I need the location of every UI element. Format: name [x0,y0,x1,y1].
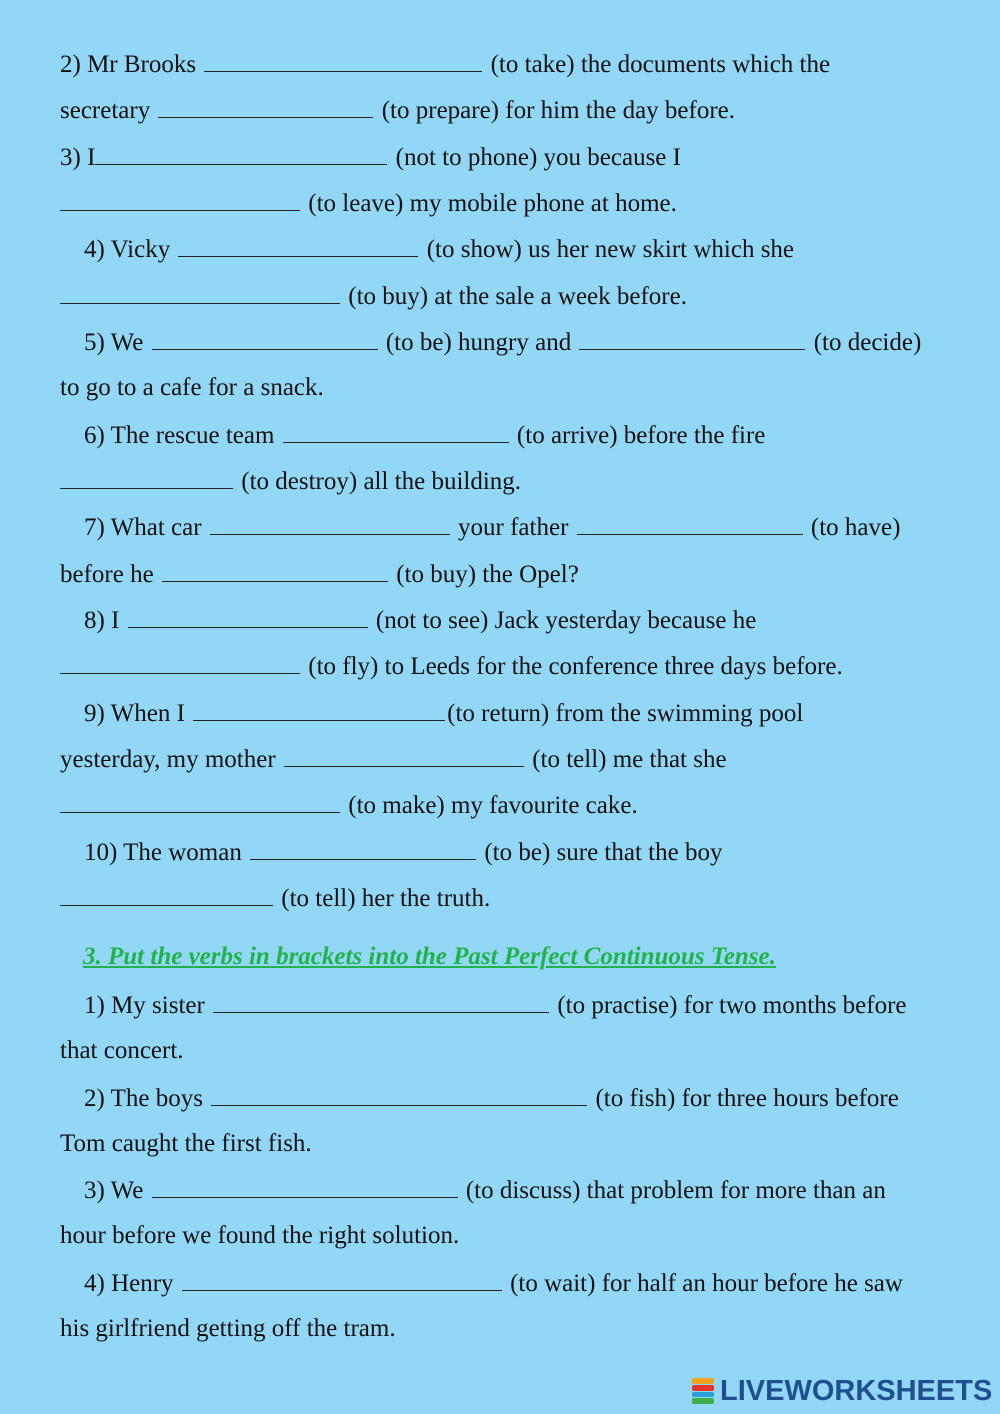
sentence-text: (to destroy) all the building. [241,468,522,495]
sentence-text: 3) We [84,1177,144,1204]
sentence-text: (to leave) my mobile phone at home. [308,190,677,217]
ex2-item-6-line-1 [84,420,765,451]
answer-blank[interactable] [128,605,368,628]
ex2-item-7-line-1 [84,512,900,543]
sentence-text: 6) The rescue team [84,422,275,449]
answer-blank[interactable] [162,559,388,582]
sentence-text: hour before we found the right solution. [60,1222,460,1249]
ex3-item-3-line-2 [60,1221,459,1251]
answer-blank[interactable] [579,327,805,350]
ex2-item-6-line-2 [60,466,521,497]
ex2-item-4-line-2 [60,281,687,312]
sentence-text: 3) I [60,144,96,171]
ex3-item-2-line-2 [60,1129,312,1159]
sentence-text: (to arrive) before the fire [516,422,766,449]
ex2-item-3-line-2 [60,188,677,219]
answer-blank[interactable] [211,1083,587,1106]
answer-blank[interactable] [60,790,340,813]
answer-blank[interactable] [60,466,233,489]
ex2-item-9-line-2 [60,744,727,775]
ex2-item-5-line-1 [84,327,921,358]
sentence-text: yesterday, my mother [60,746,276,773]
ex2-item-7-line-2 [60,559,579,590]
sentence-text: before he [60,561,154,588]
sentence-text: (to buy) at the sale a week before. [348,283,687,310]
sentence-text: his girlfriend getting off the tram. [60,1315,396,1342]
answer-blank[interactable] [95,142,387,165]
sentence-text: (to have) [810,514,901,541]
sentence-text: (to buy) the Opel? [396,561,579,588]
answer-blank[interactable] [577,512,803,535]
ex2-item-10-line-2 [60,883,490,914]
answer-blank[interactable] [152,327,378,350]
sentence-text: (to be) hungry and [385,329,572,356]
sentence-text: (to fish) for three hours before [595,1085,899,1112]
sentence-text: (to show) us her new skirt which she [426,236,795,263]
answer-blank[interactable] [178,234,418,257]
sentence-text: 4) Vicky [84,236,171,263]
ex2-item-8-line-2 [60,651,843,682]
sentence-text: secretary [60,97,151,124]
sentence-text: (to take) the documents which the [490,51,831,78]
ex2-item-2-line-1 [60,49,830,80]
answer-blank[interactable] [158,95,373,118]
sentence-text: (to decide) [813,329,922,356]
sentence-text: (to make) my favourite cake. [348,792,638,819]
sentence-text: 2) Mr Brooks [60,51,197,78]
ex3-item-4-line-1 [84,1268,903,1299]
sentence-text: 4) Henry [84,1270,174,1297]
sentence-text: 9) When I [84,700,185,727]
sentence-text: (to practise) for two months before [557,992,907,1019]
answer-blank[interactable] [60,188,300,211]
sentence-text: 7) What car [84,514,202,541]
ex2-item-2-line-2 [60,95,735,126]
sentence-text: (to tell) her the truth. [281,885,491,912]
sentence-text: 8) I [84,607,120,634]
sentence-text: (to be) sure that the boy [484,839,723,866]
answer-blank[interactable] [284,744,524,767]
sentence-text: 2) The boys [84,1085,203,1112]
liveworksheets-logo [692,1374,992,1408]
answer-blank[interactable] [60,883,273,906]
sentence-text: (not to see) Jack yesterday because he [375,607,757,634]
sentence-text: 1) My sister [84,992,205,1019]
ex3-item-3-line-1 [84,1175,886,1206]
ex2-item-5-line-2 [60,373,324,403]
sentence-text: your father [458,514,569,541]
ex3-item-1-line-2 [60,1036,184,1066]
sentence-text: Tom caught the first fish. [60,1130,312,1157]
answer-blank[interactable] [250,837,476,860]
sentence-text: (to fly) to Leeds for the conference three days before. [308,653,843,680]
sentence-text: 10) The woman [84,839,242,866]
sentence-text: that concert. [60,1037,184,1064]
ex2-item-4-line-1 [84,234,794,265]
answer-blank[interactable] [213,990,549,1013]
ex3-item-2-line-1 [84,1083,899,1114]
sentence-text: 5) We [84,329,144,356]
answer-blank[interactable] [60,651,300,674]
exercise-3-heading: 3. Put the verbs in brackets into the Past Perfect Continuous Tense. [83,943,776,970]
answer-blank[interactable] [193,698,445,721]
answer-blank[interactable] [152,1175,458,1198]
sentence-text: (to return) from the swimming pool [447,700,804,727]
sentence-text: (to prepare) for him the day before. [381,97,736,124]
ex2-item-10-line-1 [84,837,722,868]
logo-text: LIVEWORKSHEETS [720,1374,993,1407]
ex2-item-8-line-1 [84,605,756,636]
ex3-item-1-line-1 [84,990,907,1021]
ex2-item-9-line-3 [60,790,638,821]
answer-blank[interactable] [60,281,340,304]
sentence-text: (to wait) for half an hour before he saw [510,1270,903,1297]
ex2-item-9-line-1 [84,698,803,729]
logo-mark-icon [692,1378,714,1404]
answer-blank[interactable] [182,1268,502,1291]
ex2-item-3-line-1 [60,142,681,173]
answer-blank[interactable] [283,420,509,443]
sentence-text: to go to a cafe for a snack. [60,374,324,401]
sentence-text: (not to phone) you because I [395,144,681,171]
answer-blank[interactable] [204,49,482,72]
sentence-text: (to discuss) that problem for more than an [465,1177,886,1204]
answer-blank[interactable] [210,512,450,535]
sentence-text: (to tell) me that she [532,746,727,773]
ex3-item-4-line-2 [60,1314,396,1344]
